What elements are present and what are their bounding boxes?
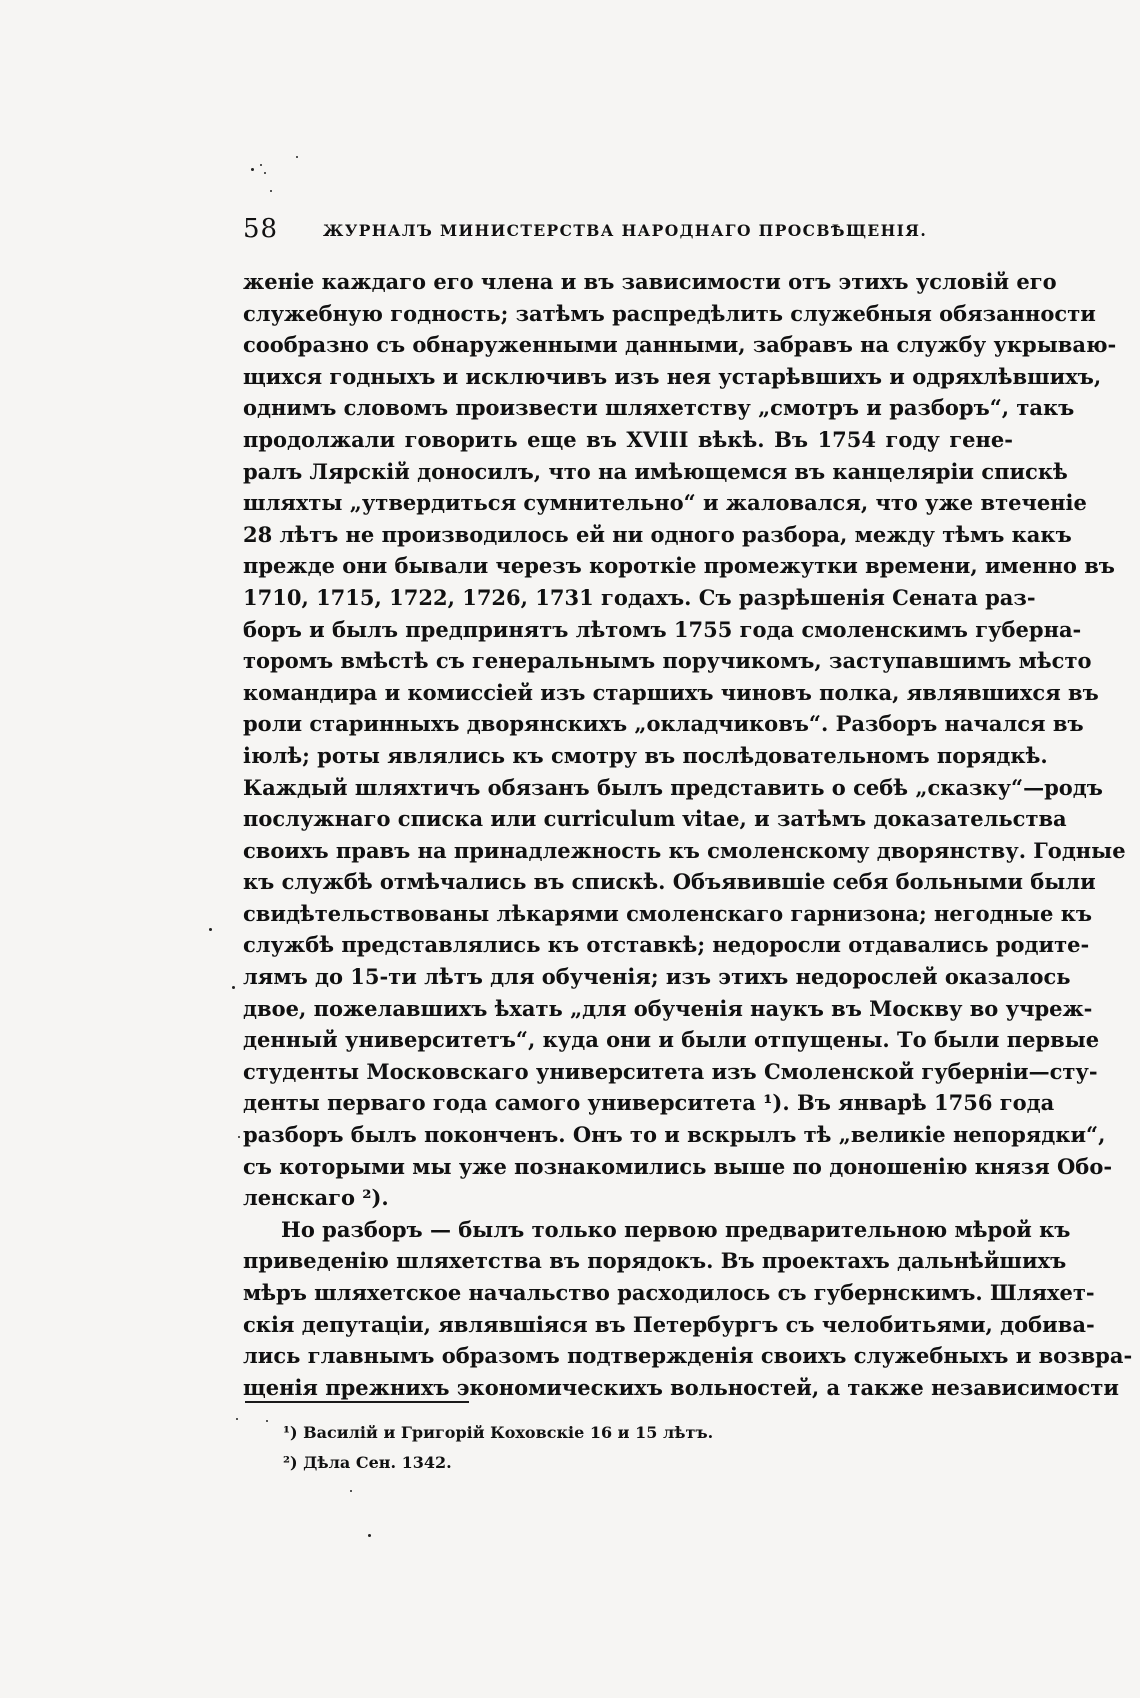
paragraph-start-line: Но разборъ — былъ только первою предварительною мѣрой къ — [281, 1216, 1071, 1242]
body-line: скія депутаціи, являвшіяся въ Петербургъ съ челобитьями, добива- — [243, 1311, 1095, 1337]
body-line: роли старинныхъ дворянскихъ „окладчиковъ“. Разборъ начался въ — [243, 711, 1084, 737]
body-line: щенія прежнихъ экономическихъ вольностей, а также независимости — [243, 1374, 1119, 1400]
body-line: женіе каждаго его члена и въ зависимости отъ этихъ условій его — [243, 269, 1057, 294]
body-line: денты перваго года самого университета ¹). Въ январѣ 1756 года — [243, 1090, 1055, 1116]
body-line: сообразно съ обнаруженными данными, забравъ на службу укрываю- — [243, 332, 1117, 358]
body-line: двое, пожелавшихъ ѣхать „для обученія наукъ въ Москву во учреж- — [243, 995, 1093, 1021]
body-line: денный университетъ“, куда они и были отпущены. То были первые — [243, 1027, 1100, 1053]
scan-speck — [236, 1418, 238, 1420]
scan-speck — [350, 1490, 352, 1492]
footnote-1: ¹) Василій и Григорій Коховскіе 16 и 15 лѣтъ. — [283, 1423, 714, 1442]
body-line: 1710, 1715, 1722, 1726, 1731 годахъ. Съ разрѣшенія Сената раз- — [243, 584, 1036, 610]
scan-speck — [251, 168, 254, 171]
body-line: разборъ былъ покончeнъ. Онъ то и вскрылъ тѣ „великіе непорядки“, — [243, 1122, 1106, 1148]
scan-speck — [368, 1534, 371, 1537]
body-line: мѣръ шляхетское начальство расходилось съ губернскимъ. Шляхет- — [243, 1280, 1095, 1305]
body-line: съ которыми мы уже познакомились выше по доношенію князя Обо- — [243, 1153, 1113, 1179]
scan-speck — [296, 156, 298, 158]
body-line: боръ и былъ предпринятъ лѣтомъ 1755 года смоленскимъ губерна- — [243, 616, 1082, 642]
body-line: лись главнымъ образомъ подтвержденія своихъ служебныхъ и возвра- — [243, 1343, 1133, 1369]
footnote-2: ²) Дѣла Сен. 1342. — [283, 1453, 452, 1472]
body-line: командира и комиссіей изъ старшихъ чиновъ полка, являвшихся въ — [243, 679, 1099, 705]
body-line: ралъ Лярскій доносилъ, что на имѣющемся въ канцеляріи спискѣ — [243, 458, 1068, 484]
scan-speck — [264, 172, 266, 174]
running-head — [243, 214, 1018, 252]
page-number: 58 — [243, 214, 279, 244]
body-line: къ службѣ отмѣчались въ спискѣ. Объявившіе себя больными были — [243, 869, 1096, 895]
body-line: іюлѣ; роты являлись къ смотру въ послѣдовательномъ порядкѣ. — [243, 742, 1048, 768]
scan-speck — [209, 928, 212, 931]
scan-speck — [232, 986, 235, 989]
body-line: прежде они бывали черезъ короткіе промежутки времени, именно въ — [243, 553, 1115, 579]
body-line: однимъ словомъ произвести шляхетству „смотръ и разборъ“, такъ — [243, 395, 1075, 421]
scan-speck — [266, 1420, 268, 1422]
scan-speck — [260, 164, 262, 166]
body-text — [243, 266, 1133, 1403]
body-line: послужнаго списка или curriculum vitae, и затѣмъ доказательства — [243, 806, 1067, 832]
footnote-divider — [245, 1401, 469, 1403]
body-line: своихъ правъ на принадлежность къ смоленскому дворянству. Годные — [243, 837, 1126, 863]
body-line: щихся годныхъ и исключивъ изъ нея устарѣвшихъ и одряхлѣвшихъ, — [243, 363, 1102, 389]
body-line: службѣ представлялись къ отставкѣ; недоросли отдавались родите- — [243, 932, 1090, 958]
body-line: свидѣтельствованы лѣкарями смоленскаго гарнизона; негодные къ — [243, 900, 1092, 926]
body-line: служебную годность; затѣмъ распредѣлить служебныя обязанности — [243, 300, 1096, 326]
footnotes — [283, 1418, 883, 1478]
body-line: 28 лѣтъ не производилось ей ни одного разбора, между тѣмъ какъ — [243, 521, 1072, 547]
scan-speck — [270, 190, 272, 192]
body-line: студенты Московскаго университета изъ Смоленской губерніи—сту- — [243, 1058, 1098, 1084]
body-line: торомъ вмѣстѣ съ генеральнымъ поручикомъ, заступавшимъ мѣсто — [243, 648, 1092, 674]
body-line: продолжали говорить еще въ XVIII вѣкѣ. Въ 1754 году гене- — [243, 426, 1013, 452]
body-line: Каждый шляхтичъ обязанъ былъ представить о себѣ „сказку“—родъ — [243, 774, 1103, 800]
body-line: шляхты „утвердиться сумнительно“ и жаловался, что уже втеченіе — [243, 490, 1087, 516]
scan-speck — [238, 1136, 240, 1138]
body-line: ленскаго ²). — [243, 1185, 389, 1211]
body-line: приведенію шляхетства въ порядокъ. Въ проектахъ дальнѣйшихъ — [243, 1248, 1067, 1274]
body-line: лямъ до 15-ти лѣтъ для обученія; изъ этихъ недорослей оказалось — [243, 964, 1071, 990]
journal-title: ЖУРНАЛЪ МИНИСТЕРСТВА НАРОДНАГО ПРОСВѢЩЕНІЯ. — [323, 221, 928, 240]
